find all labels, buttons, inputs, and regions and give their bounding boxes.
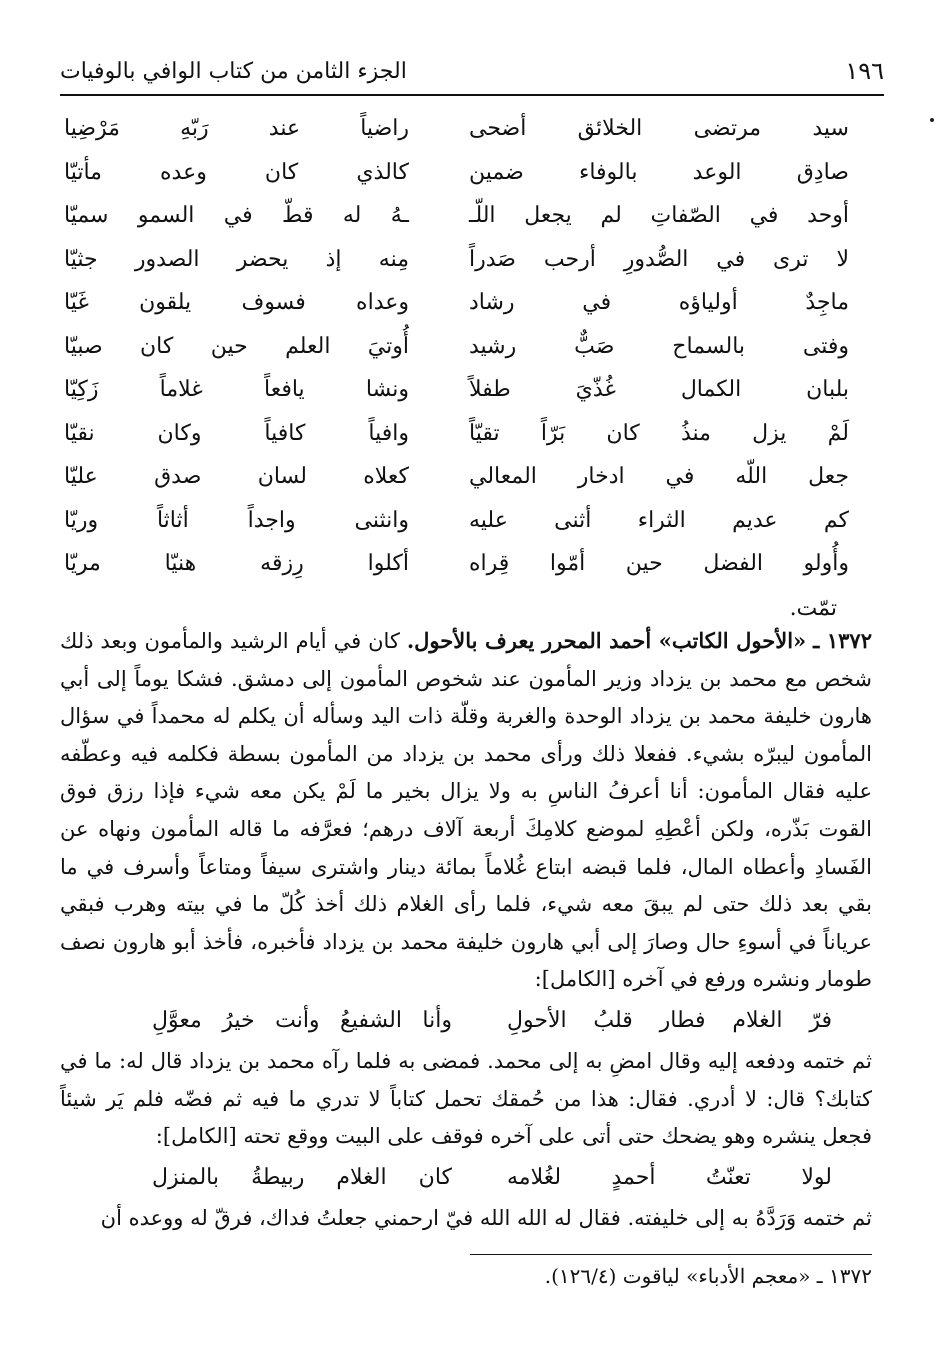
page-number: ١٩٦ bbox=[845, 57, 884, 85]
poem-verse bbox=[60, 107, 849, 151]
entry-text-2: ثم ختمه ودفعه إليه وقال امضِ به إلى محمد. فمضى به فلما رآه محمد بن يزداد قال له: ما في كتابك؟ قال: لا أدري. فقال: هذا من حُمقك تحمل كتاباً لا تدري ما فيه ثم فضّه فلم يَر شيئاً فجعل ينشره وهو يضحك حتى أتى على آخره فوقف على البيت ووقع تحته [الكامل]: bbox=[60, 1048, 872, 1149]
poem-verse bbox=[60, 238, 849, 282]
verse-hemistich-second: ونشا يافعاً غلاماً زَكِيّا bbox=[64, 377, 409, 403]
header-rule bbox=[60, 94, 884, 96]
entry-heading: «الأحول الكاتب» أحمد المحرر يعرف بالأحول. bbox=[406, 628, 807, 653]
verse-hemistich-first: وفتى بالسماح صَبٌّ رشيد bbox=[469, 333, 849, 359]
verse-hemistich-second: راضياً عند رَبّهِ مَرْضِيا bbox=[64, 116, 409, 142]
verse-hemistich-first: وأُولو الفضل حين أمّوا قِراه bbox=[469, 551, 849, 577]
verse-hemistich-first: سيد مرتضى الخلائق أضحى bbox=[469, 116, 849, 142]
verse-hemistich-second: كعلاه لسان صدق عليّا bbox=[64, 464, 409, 490]
verse-hemistich-first: لا ترى في الصُّدورِ أرحب صَدراً bbox=[469, 246, 849, 272]
book-title: الجزء الثامن من كتاب الوافي بالوفيات bbox=[60, 58, 407, 84]
entry-number: ١٣٧٢ ـ bbox=[813, 628, 872, 653]
footnote: ١٣٧٢ ـ «معجم الأدباء» لياقوت (١٢٦/٤). bbox=[544, 1264, 872, 1288]
verse-hemistich-first: ماجِدٌ أولياؤه في رشاد bbox=[469, 290, 849, 316]
poem-end-marker: تمّت. bbox=[789, 596, 837, 621]
verse-hemistich-second: وافياً كافياً وكان نقيّا bbox=[64, 420, 409, 446]
poem-verse bbox=[60, 151, 849, 195]
verse-hemistich-first: جعل اللّه في ادخار المعالي bbox=[469, 464, 849, 490]
inline-verse-1 bbox=[60, 999, 872, 1043]
entry-text-3: ثم ختمه وَرَدَّهُ به إلى خليفته. فقال له الله الله فيّ ارحمني جعلتُ فداك، فرقّ له ووعده أن bbox=[100, 1205, 872, 1230]
poem-verse bbox=[60, 412, 849, 456]
page-header bbox=[60, 50, 884, 92]
verse-hemistich-second: كان الغلام ربيطةُ بالمنزل bbox=[152, 1164, 452, 1190]
poem-verse bbox=[60, 325, 849, 369]
verse-hemistich-second: وعداه فسوف يلقون غَيّا bbox=[64, 290, 409, 316]
verse-hemistich-second: وأنا الشفيعُ وأنت خيرُ معوَّلِ bbox=[152, 1008, 452, 1034]
entry-paragraph-2 bbox=[60, 1043, 872, 1156]
poem-verse bbox=[60, 281, 849, 325]
entry-text-1: كان في أيام الرشيد والمأمون وبعد ذلك شخص مع محمد بن يزداد وزير المأمون عند شخوص المأمون إلى دمشق. فشكا يوماً إلى أبي هارون خليفة محمد بن يزداد الوحدة والغربة وقلّة ذات اليد وسأله أن يكلم له محمداً في سؤال المأمون ليبرّه بشيء. ففعلا ذلك ورأى محمد بن يزداد من المأمون بسطة فكلمه فيه وعطّفه عليه فقال المأمون: أنا أعرفُ الناسِ به ولا يزال بخير ما لَمْ يكن معه شيء فإذا رزق فوق القوت بَذّره، ولكن أعْطِهِ لموضع كلامِكَ أربعة آلاف درهم؛ فعرَّفه ما قاله المأمون ونهاه عن الفَسادِ وأعطاه المال، فلما قبضه ابتاع غُلاماً بمائة دينار واشترى سيفاً ومتاعاً وأسرف في ما بقي بعد ذلك حتى لم يبقَ معه شيء، فلما رأى الغلام ذلك أخذ كُلّ ما في بيته وهرب فبقي عرياناً في أسوءِ حال وصارَ إلى أبي هارون خليفة محمد بن يزداد فأخبره، فأخذ أبو هارون نصف طومار ونشره ورفع في آخره [الكامل]: bbox=[60, 629, 872, 992]
poem-verse bbox=[60, 194, 849, 238]
poem-verse bbox=[60, 455, 849, 499]
verse-hemistich-first: لَمْ يزل منذُ كان بَرّاً تقيّاً bbox=[469, 420, 849, 446]
entry-paragraph-3 bbox=[60, 1200, 872, 1238]
verse-hemistich-first: صادِق الوعد بالوفاء ضمين bbox=[469, 159, 849, 185]
verse-hemistich-second: مِنه إذ يحضر الصدور جثيّا bbox=[64, 246, 409, 272]
verse-hemistich-second: ـهُ له قطّ في السمو سميّا bbox=[64, 203, 409, 229]
margin-mark bbox=[930, 118, 934, 122]
verse-hemistich-first: بلبان الكمال غُذّيَ طفلاً bbox=[469, 377, 849, 403]
poem-verse bbox=[60, 542, 849, 586]
verse-hemistich-second: وانثنى واجداً أثاثاً وريّا bbox=[64, 507, 409, 533]
verse-hemistich-first: فرّ الغلام فطار قلبُ الأحولِ bbox=[507, 1008, 832, 1034]
verse-hemistich-first: كم عديم الثراء أثنى عليه bbox=[469, 507, 849, 533]
entry-paragraph-1 bbox=[60, 622, 872, 999]
biography-entry bbox=[60, 622, 872, 1237]
inline-verse-2 bbox=[60, 1156, 872, 1200]
poem-verse bbox=[60, 499, 849, 543]
verse-hemistich-second: كالذي كان وعده مأتيّا bbox=[64, 159, 409, 185]
poem-verse bbox=[60, 368, 849, 412]
verse-hemistich-first: أوحد في الصّفاتِ لم يجعل اللّـ bbox=[469, 203, 849, 229]
footnote-rule bbox=[470, 1254, 872, 1255]
verse-hemistich-second: أُوتيَ العلم حين كان صبيّا bbox=[64, 333, 409, 359]
verse-hemistich-first: لولا تعنّتُ أحمدٍ لغُلامه bbox=[507, 1164, 832, 1190]
verse-hemistich-second: أكلوا رِزقه هنيّا مريّا bbox=[64, 551, 409, 577]
poem bbox=[60, 107, 849, 586]
